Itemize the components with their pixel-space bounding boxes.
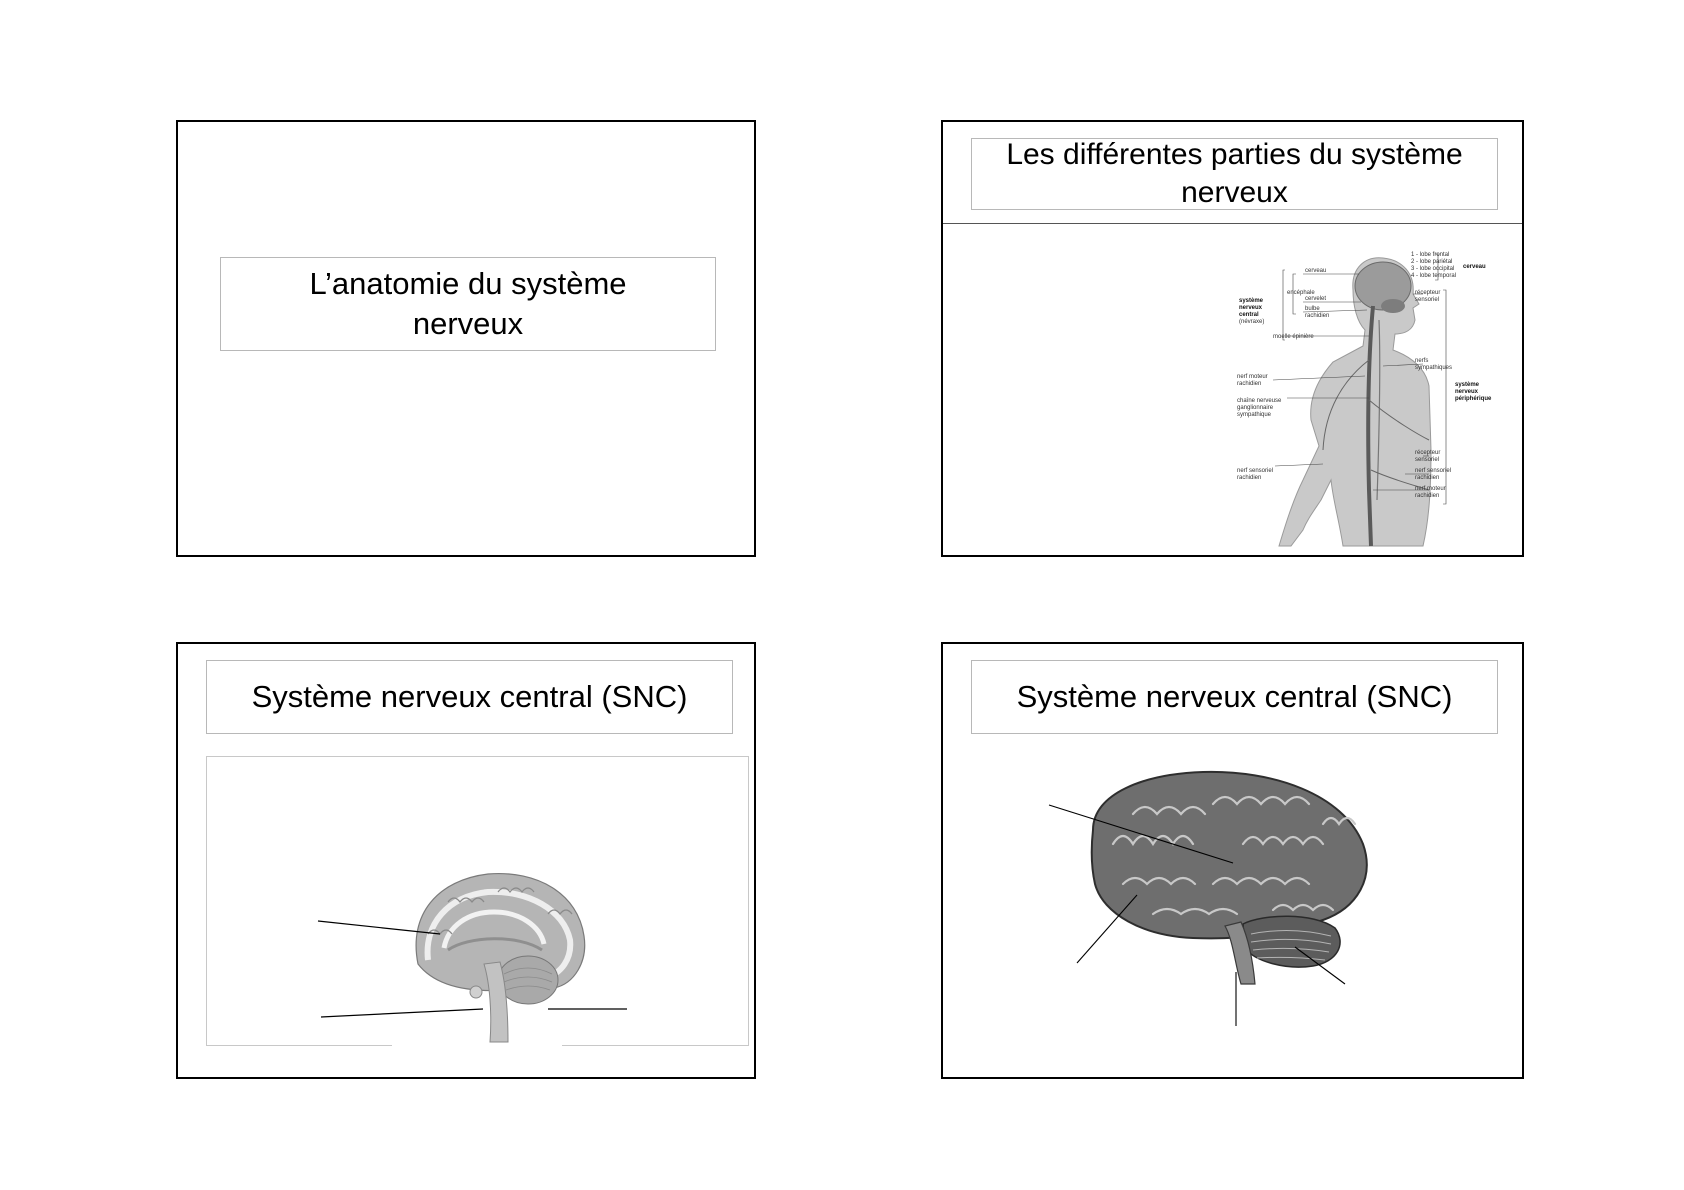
label-snc: nerveux (1239, 305, 1263, 311)
slide-1 (176, 120, 756, 557)
label-bulbe: bulbe (1305, 306, 1320, 312)
label-nerf-moteur: rachidien (1237, 381, 1262, 387)
label-snp: système (1455, 382, 1480, 388)
label-encephale: encéphale (1287, 290, 1315, 296)
label-chaine: ganglionnaire (1237, 405, 1274, 411)
label-lobe: 4 - lobe temporal (1411, 273, 1457, 279)
label-recepteur: sensoriel (1415, 457, 1440, 463)
label-recepteur: récepteur (1415, 450, 1441, 456)
slide-title: L’anatomie du système nerveux (220, 257, 716, 351)
label-snp: périphérique (1455, 396, 1492, 402)
label-cerveau-group: cerveau (1463, 264, 1486, 270)
label-lobe: 3 - lobe occipital (1411, 266, 1455, 272)
slide-title: Système nerveux central (SNC) (206, 660, 733, 734)
label-bulbe: rachidien (1305, 313, 1330, 319)
label-nerf-sensoriel: nerf sensoriel (1237, 468, 1274, 474)
slide-title: Système nerveux central (SNC) (971, 660, 1498, 734)
label-snc: (névraxe) (1239, 319, 1265, 325)
slide-2 (941, 120, 1524, 557)
label-recepteur: récepteur (1415, 290, 1441, 296)
label-snc: central (1239, 312, 1259, 318)
slide-3 (176, 642, 756, 1079)
label-nerf-sensoriel: rachidien (1237, 475, 1262, 481)
sagittal-brain-diagram (178, 644, 758, 1081)
label-snp: nerveux (1455, 389, 1479, 395)
label-moelle: moelle épinière (1273, 334, 1314, 340)
label-nerfs-sympathiques: nerfs (1415, 358, 1429, 364)
label-nerf-sensoriel: nerf sensoriel (1415, 468, 1452, 474)
label-cerveau: cerveau (1305, 268, 1327, 274)
nervous-system-diagram (1233, 250, 1503, 550)
label-nerf-moteur: nerf moteur (1415, 486, 1446, 492)
lateral-brain-diagram (943, 644, 1526, 1081)
label-chaine: sympathique (1237, 412, 1272, 418)
label-lobe: 1 - lobe frontal (1411, 252, 1450, 258)
label-nerf-moteur: rachidien (1415, 493, 1440, 499)
title-divider (943, 223, 1522, 224)
label-chaine: chaîne nerveuse (1237, 398, 1282, 404)
slide-4 (941, 642, 1524, 1079)
label-snc: système (1239, 298, 1264, 304)
label-lobe: 2 - lobe pariétal (1411, 259, 1453, 265)
label-nerf-sensoriel: rachidien (1415, 475, 1440, 481)
label-nerf-moteur: nerf moteur (1237, 374, 1268, 380)
slide-title: Les différentes parties du système nerveux (971, 138, 1498, 210)
label-cervelet: cervelet (1305, 296, 1327, 302)
label-nerfs-sympathiques: sympathiques (1415, 365, 1453, 371)
label-recepteur: sensoriel (1415, 297, 1440, 303)
